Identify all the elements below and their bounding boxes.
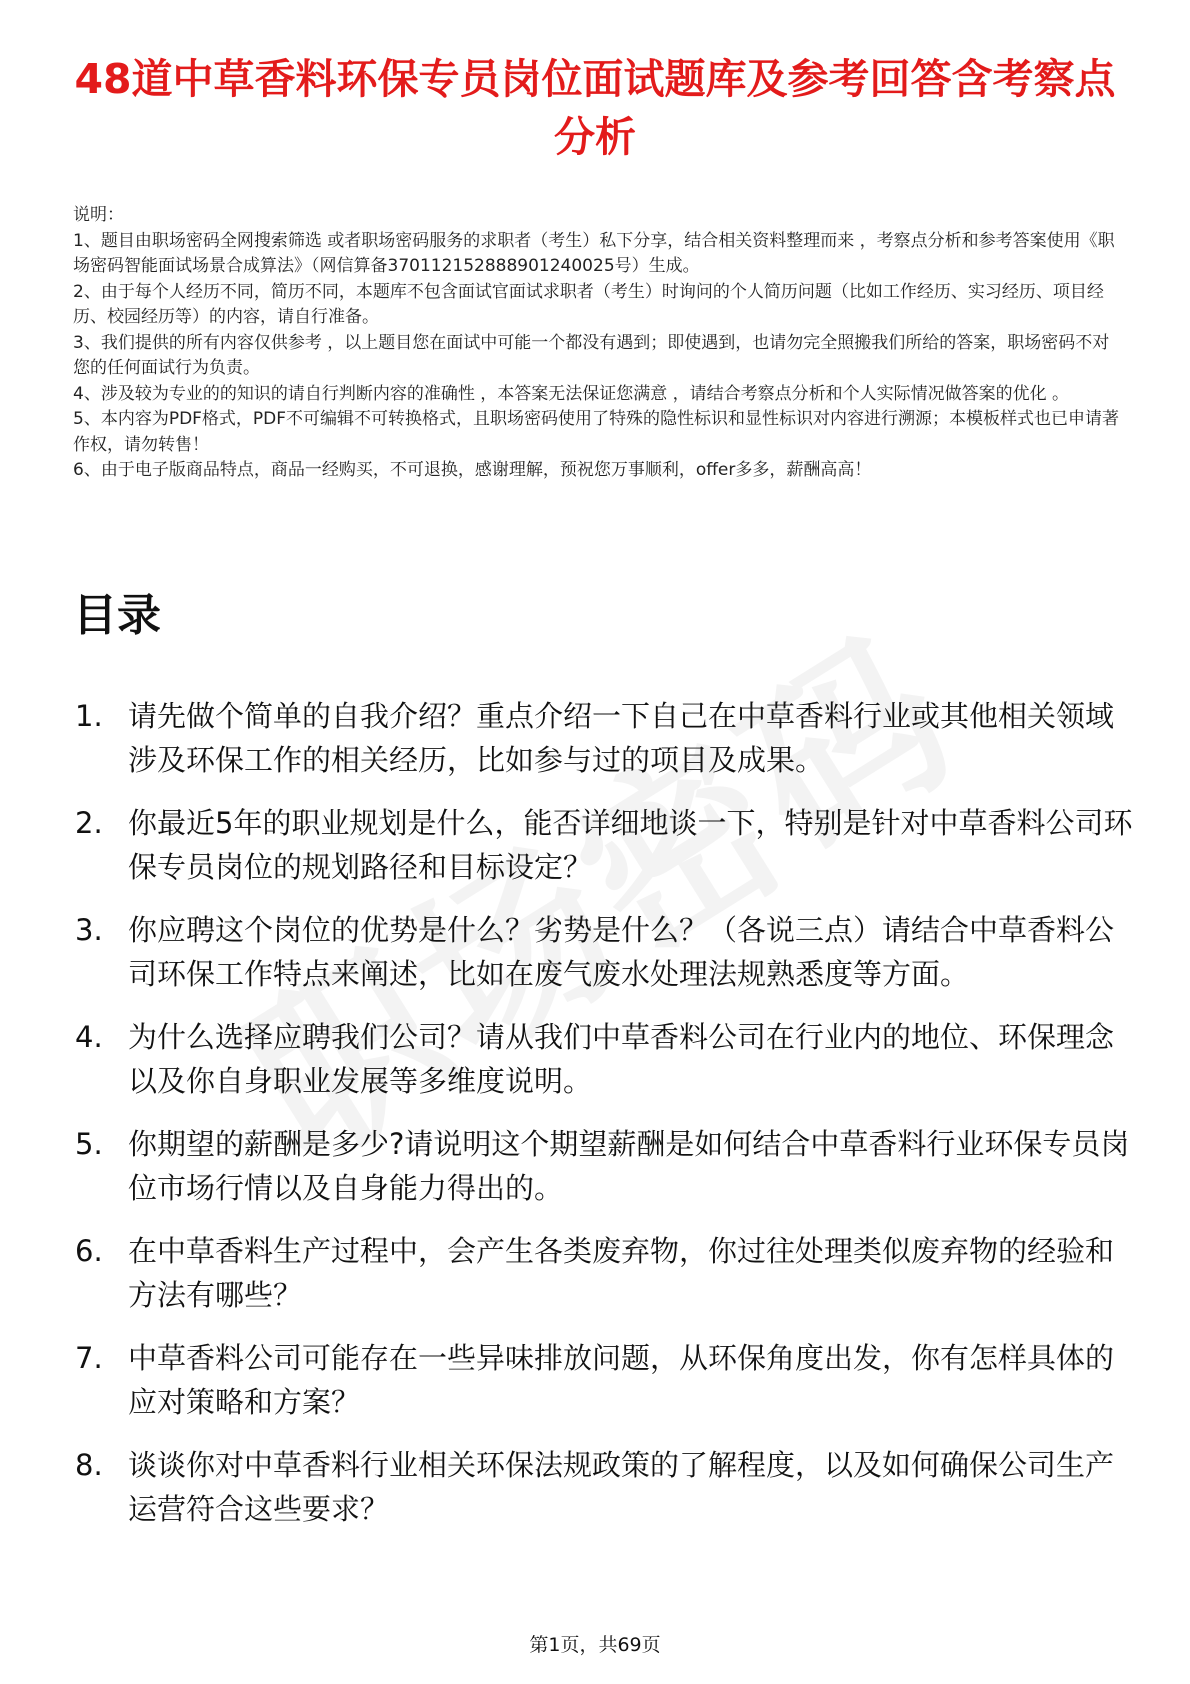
toc-item-number: 1. bbox=[75, 699, 103, 733]
toc-item-text: 在中草香料生产过程中，会产生各类废弃物，你过往处理类似废弃物的经验和方法有哪些？ bbox=[128, 1234, 1115, 1312]
note-item: 3、我们提供的所有内容仅供参考 ，以上题目您在面试中可能一个都没有遇到；即使遇到，也请勿完全照搬我们所给的答案，职场密码不对您的任何面试行为负责。 bbox=[73, 332, 1110, 378]
toc-item-text: 你应聘这个岗位的优势是什么？劣势是什么？（各说三点）请结合中草香料公司环保工作特点来阐述，比如在废气废水处理法规熟悉度等方面。 bbox=[128, 913, 1115, 991]
note-item: 1、题目由职场密码全网搜索筛选 或者职场密码服务的求职者（考生）私下分享，结合相关资料整理而来 ，考察点分析和参考答案使用《职场密码智能面试场景合成算法》（网信算备370112152888901240025号）生成。 bbox=[73, 230, 1115, 276]
toc-item-number: 2. bbox=[75, 806, 103, 840]
toc-item[interactable] bbox=[73, 908, 1133, 996]
note-item: 6、由于电子版商品特点，商品一经购买，不可退换，感谢理解，预祝您万事顺利，offer多多，薪酬高高！ bbox=[73, 460, 872, 480]
note-item: 4、涉及较为专业的的知识的请自行判断内容的准确性 ，本答案无法保证您满意 ，请结合考察点分析和个人实际情况做答案的优化 。 bbox=[73, 383, 1070, 404]
page-footer: 第1页，共69页 bbox=[529, 1634, 661, 1656]
notes-label: 说明： bbox=[73, 205, 124, 225]
toc-item-number: 4. bbox=[75, 1020, 103, 1054]
toc-item[interactable] bbox=[73, 1122, 1133, 1210]
toc-item-number: 6. bbox=[75, 1234, 103, 1268]
toc-item-text: 请先做个简单的自我介绍？重点介绍一下自己在中草香料行业或其他相关领域涉及环保工作的相关经历，比如参与过的项目及成果。 bbox=[128, 699, 1115, 777]
notes-section bbox=[73, 203, 1123, 484]
toc-item-number: 5. bbox=[75, 1127, 103, 1161]
toc-item-text: 你最近5年的职业规划是什么，能否详细地谈一下，特别是针对中草香料公司环保专员岗位的规划路径和目标设定？ bbox=[128, 806, 1133, 884]
toc-item-text: 你期望的薪酬是多少?请说明这个期望薪酬是如何结合中草香料行业环保专员岗位市场行情以及自身能力得出的。 bbox=[128, 1127, 1130, 1205]
toc-item[interactable] bbox=[73, 801, 1133, 889]
toc-item-number: 7. bbox=[75, 1341, 103, 1375]
toc-item[interactable] bbox=[73, 694, 1133, 782]
toc-item-text: 为什么选择应聘我们公司？请从我们中草香料公司在行业内的地位、环保理念以及你自身职业发展等多维度说明。 bbox=[128, 1020, 1115, 1098]
toc-item[interactable] bbox=[73, 1229, 1133, 1317]
toc-item-text: 中草香料公司可能存在一些异味排放问题，从环保角度出发，你有怎样具体的应对策略和方案？ bbox=[128, 1341, 1115, 1419]
toc-item-text: 谈谈你对中草香料行业相关环保法规政策的了解程度，以及如何确保公司生产运营符合这些要求？ bbox=[128, 1448, 1115, 1526]
note-item: 5、本内容为PDF格式，PDF不可编辑不可转换格式，且职场密码使用了特殊的隐性标识和显性标识对内容进行溯源；本模板样式也已申请著作权，请勿转售！ bbox=[73, 409, 1120, 455]
toc-item-number: 8. bbox=[75, 1448, 103, 1482]
document-title: 48道中草香料环保专员岗位面试题库及参考回答含考察点分析 bbox=[74, 55, 1116, 161]
toc-item[interactable] bbox=[73, 1015, 1133, 1103]
toc-item[interactable] bbox=[73, 1443, 1133, 1531]
toc-item-number: 3. bbox=[75, 913, 103, 947]
toc-item[interactable] bbox=[73, 1336, 1133, 1424]
note-item: 2、由于每个人经历不同，简历不同，本题库不包含面试官面试求职者（考生）时询问的个人简历问题（比如工作经历、实习经历、项目经历、校园经历等）的内容，请自行准备。 bbox=[73, 281, 1104, 327]
toc-heading: 目录 bbox=[73, 590, 161, 641]
toc-list bbox=[73, 694, 1133, 1550]
